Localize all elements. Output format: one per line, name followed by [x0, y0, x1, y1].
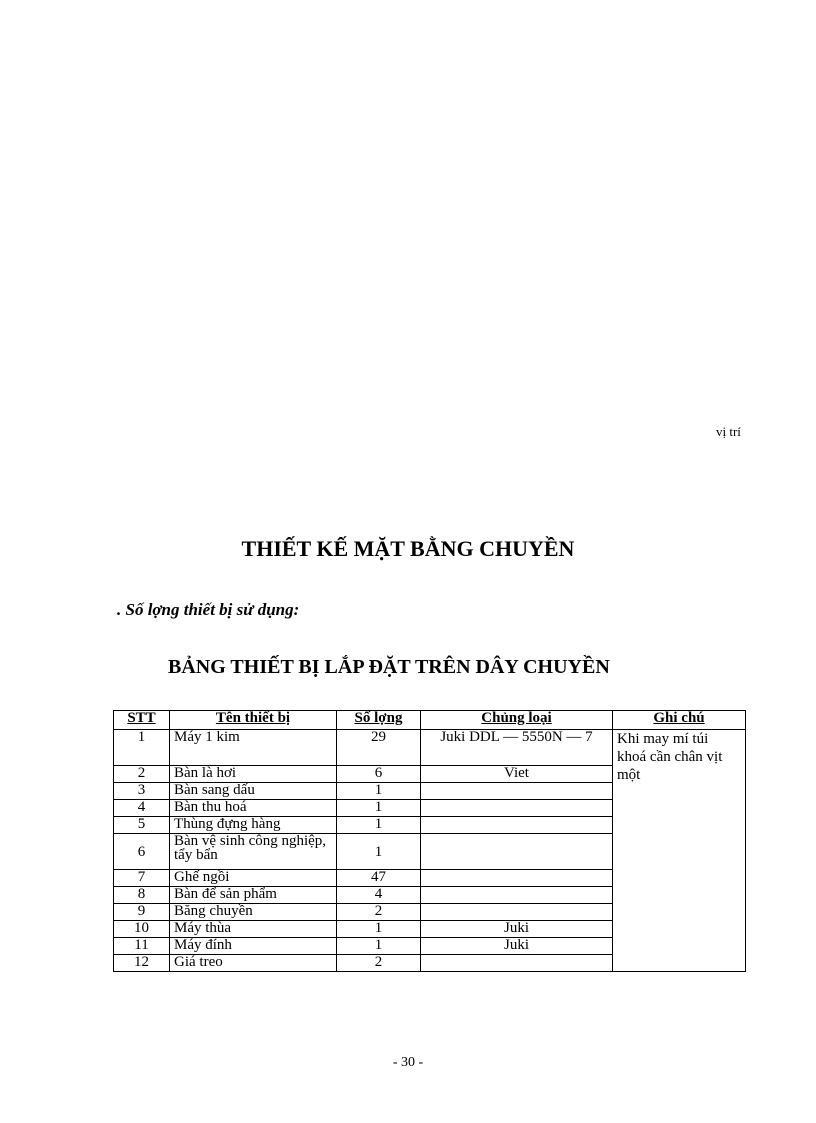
page-title: THIẾT KẾ MẶT BẰNG CHUYỀN [241, 536, 575, 561]
cell-stt: 3 [114, 783, 170, 800]
page-number: - 30 - [392, 1055, 424, 1070]
cell-name: Bàn sang dấu [170, 783, 337, 800]
cell-type: Viet [421, 766, 613, 783]
cell-type [421, 870, 613, 887]
cell-type: Juki DDL — 5550N — 7 [421, 730, 613, 766]
cell-stt: 4 [114, 800, 170, 817]
cell-stt: 6 [114, 834, 170, 870]
cell-name: Thùng đựng hàng [170, 817, 337, 834]
cell-quantity: 6 [337, 766, 421, 783]
table-title: BẢNG THIẾT BỊ LẮP ĐẶT TRÊN DÂY CHUYỀN [168, 656, 610, 678]
cell-type: Juki [421, 938, 613, 955]
cell-quantity: 47 [337, 870, 421, 887]
cell-name: Ghế ngồi [170, 870, 337, 887]
cell-type [421, 904, 613, 921]
header-name: Tên thiết bị [170, 711, 337, 730]
cell-type [421, 783, 613, 800]
cell-quantity: 1 [337, 921, 421, 938]
cell-stt: 7 [114, 870, 170, 887]
cell-stt: 5 [114, 817, 170, 834]
cell-name: Giá treo [170, 955, 337, 972]
cell-quantity: 1 [337, 938, 421, 955]
cell-quantity: 2 [337, 904, 421, 921]
cell-quantity: 29 [337, 730, 421, 766]
cell-name: Bàn để sản phẩm [170, 887, 337, 904]
cell-name: Bàn là hơi [170, 766, 337, 783]
cell-name: Máy 1 kim [170, 730, 337, 766]
cell-stt: 8 [114, 887, 170, 904]
cell-name: Băng chuyền [170, 904, 337, 921]
cell-type [421, 817, 613, 834]
cell-stt: 9 [114, 904, 170, 921]
cell-quantity: 4 [337, 887, 421, 904]
header-quantity: Số lợng [337, 711, 421, 730]
header-stt: STT [114, 711, 170, 730]
cell-type [421, 834, 613, 870]
cell-type [421, 887, 613, 904]
cell-note: Khi may mí túi khoá cần chân vịt một [613, 730, 746, 972]
cell-name: Bàn thu hoá [170, 800, 337, 817]
cell-quantity: 1 [337, 783, 421, 800]
cell-stt: 1 [114, 730, 170, 766]
cell-name: Bàn vệ sinh công nghiệp, tẩy bẩn [170, 834, 337, 870]
cell-quantity: 1 [337, 817, 421, 834]
corner-note: vị trí [716, 424, 741, 439]
cell-name: Máy thùa [170, 921, 337, 938]
header-type: Chủng loại [421, 711, 613, 730]
table-header-row [114, 711, 746, 730]
cell-stt: 12 [114, 955, 170, 972]
cell-stt: 2 [114, 766, 170, 783]
cell-stt: 11 [114, 938, 170, 955]
equipment-table [113, 710, 746, 972]
section-subtitle: . Số lợng thiết bị sử dụng: [117, 600, 300, 619]
cell-type [421, 955, 613, 972]
header-note: Ghi chú [613, 711, 746, 730]
cell-quantity: 1 [337, 834, 421, 870]
cell-type: Juki [421, 921, 613, 938]
cell-stt: 10 [114, 921, 170, 938]
cell-quantity: 1 [337, 800, 421, 817]
cell-name: Máy đính [170, 938, 337, 955]
cell-type [421, 800, 613, 817]
cell-quantity: 2 [337, 955, 421, 972]
table-row [114, 730, 746, 766]
